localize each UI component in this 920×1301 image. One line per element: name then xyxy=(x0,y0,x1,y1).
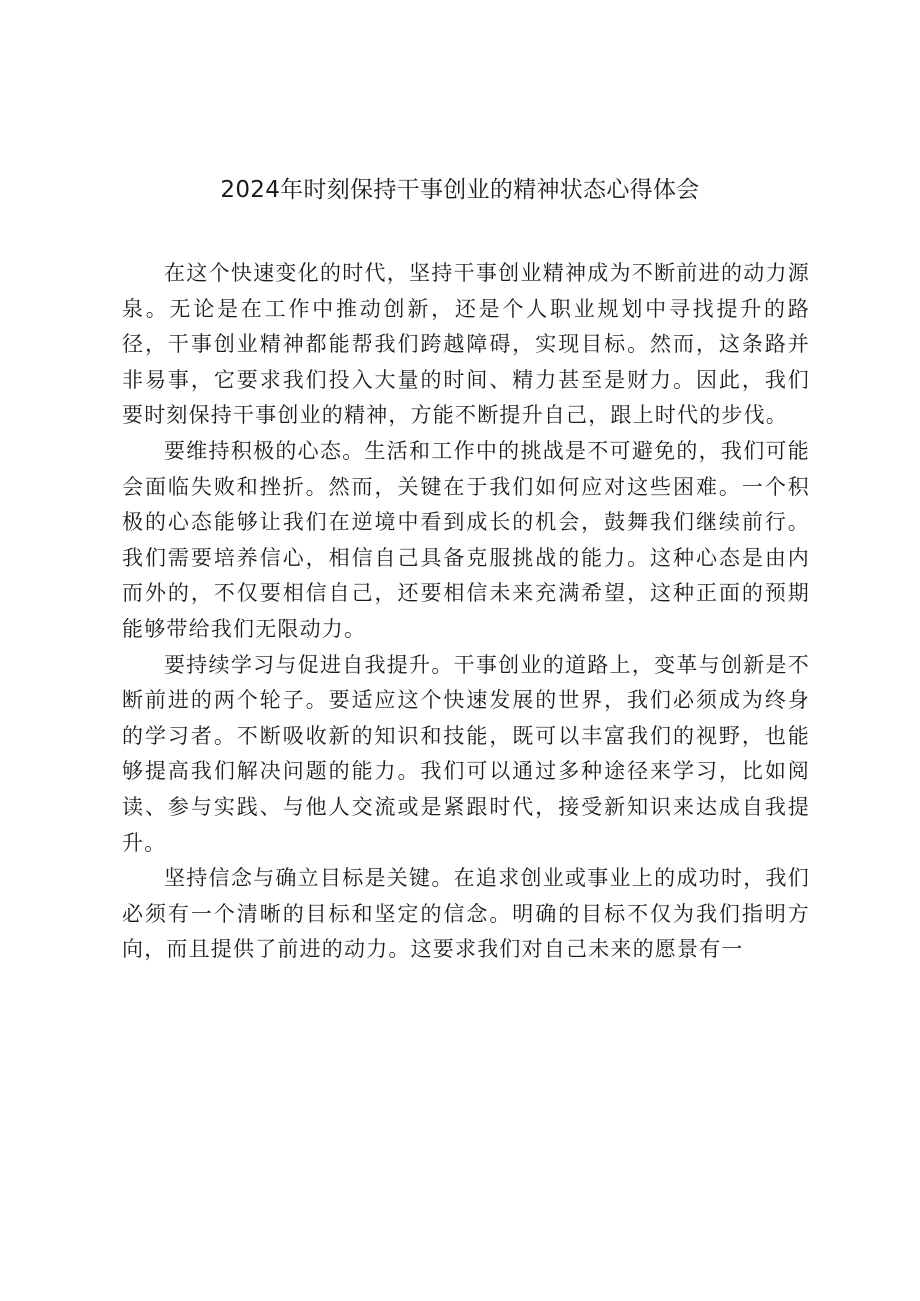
paragraph-2: 要维持积极的心态。生活和工作中的挑战是不可避免的，我们可能会面临失败和挫折。然而，关键在于我们如何应对这些困难。一个积极的心态能够让我们在逆境中看到成长的机会，鼓舞我们继续前行。我们需要培养信心，相信自己具备克服挑战的能力。这种心态是由内而外的，不仅要相信自己，还要相信未来充满希望，这种正面的预期能够带给我们无限动力。 xyxy=(122,438,810,641)
paragraph-3: 要持续学习与促进自我提升。干事创业的道路上，变革与创新是不断前进的两个轮子。要适应这个快速发展的世界，我们必须成为终身的学习者。不断吸收新的知识和技能，既可以丰富我们的视野，也能够提高我们解决问题的能力。我们可以通过多种途径来学习，比如阅读、参与实践、与他人交流或是紧跟时代，接受新知识来达成自我提升。 xyxy=(122,652,810,855)
document-title: 2024年时刻保持干事创业的精神状态心得体会 xyxy=(220,177,700,203)
paragraph-4: 坚持信念与确立目标是关键。在追求创业或事业上的成功时，我们必须有一个清晰的目标和坚定的信念。明确的目标不仅为我们指明方向，而且提供了前进的动力。这要求我们对自己未来的愿景有一 xyxy=(122,866,810,962)
document-body xyxy=(122,256,810,968)
paragraph-1: 在这个快速变化的时代，坚持干事创业精神成为不断前进的动力源泉。无论是在工作中推动创新，还是个人职业规划中寻找提升的路径，干事创业精神都能帮我们跨越障碍，实现目标。然而，这条路并非易事，它要求我们投入大量的时间、精力甚至是财力。因此，我们要时刻保持干事创业的精神，方能不断提升自己，跟上时代的步伐。 xyxy=(122,261,810,428)
